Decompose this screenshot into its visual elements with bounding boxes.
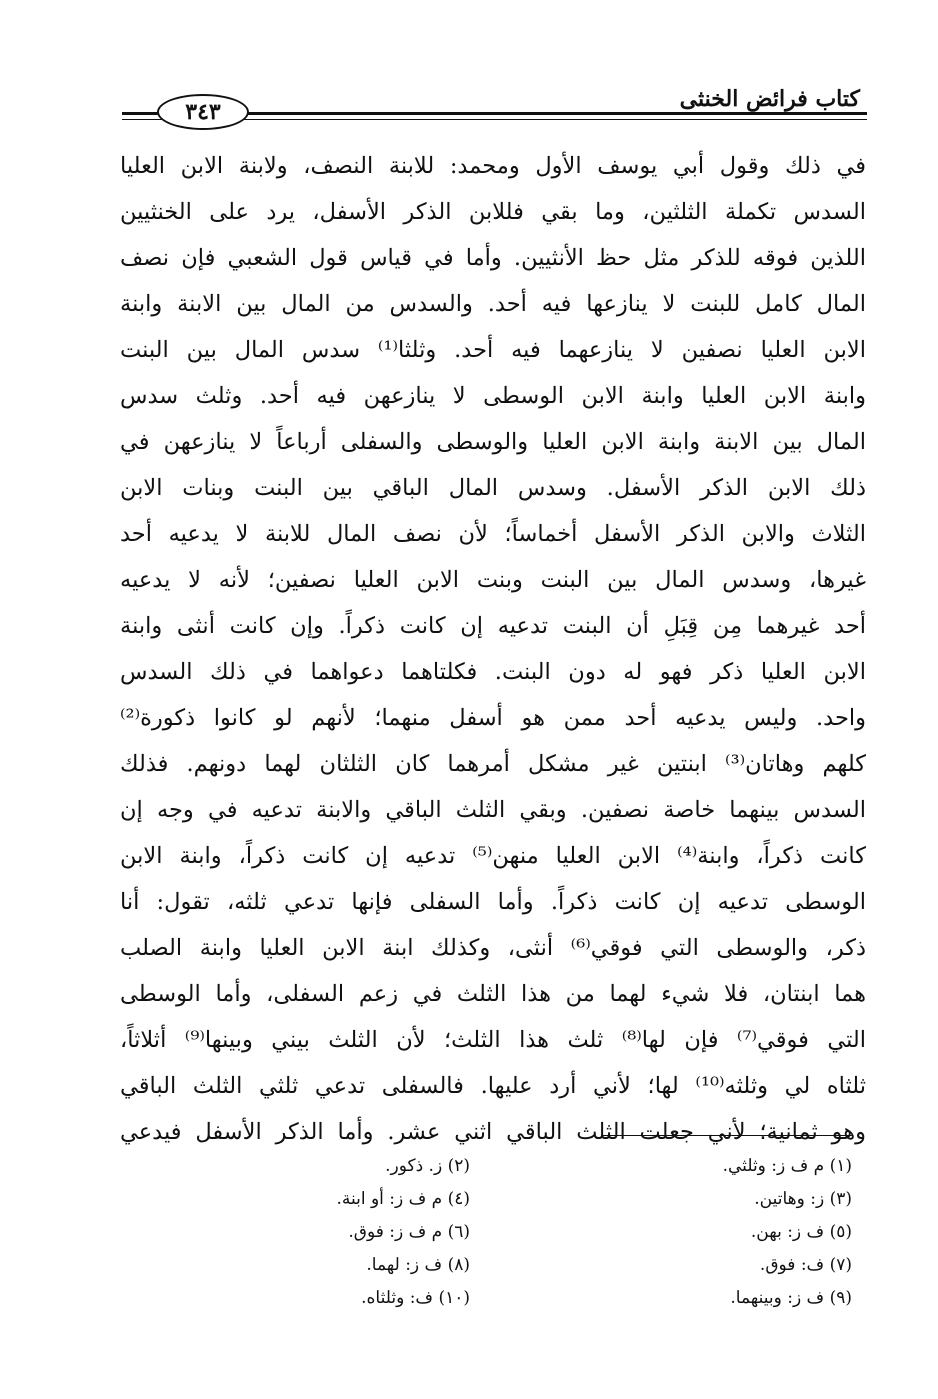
text-line: غيرها، وسدس المال بين البنت وبنت الابن العليا نصفين؛ لأنه لا يدعيه [120, 567, 866, 593]
footnote-item: (٤) م ف ز: أو ابنة. [336, 1189, 470, 1209]
text-line: واحد. وليس يدعيه أحد ممن هو أسفل منهما؛ لأنهم لو كانوا ذكورة⁽²⁾ [120, 705, 866, 731]
text-line: وهو ثمانية؛ لأني جعلت الثلث الباقي اثني عشر. وأما الذكر الأسفل فيدعي [120, 1119, 866, 1145]
footnotes-right-column [723, 1150, 852, 1315]
text-line: الثلاث والابن الذكر الأسفل أخماساً؛ لأن نصف المال للابنة لا يدعيه أحد [120, 521, 866, 547]
text-line: المال كامل للبنت لا ينازعها فيه أحد. والسدس من المال بين الابنة وابنة [120, 291, 866, 317]
footnote-item: (٥) ف ز: بهن. [750, 1222, 852, 1242]
text-line: ثلثاه لي وثلثه⁽¹⁰⁾ لها؛ لأني أرد عليها. فالسفلى تدعي ثلثي الثلث الباقي [120, 1073, 866, 1099]
text-line: المال بين الابنة وابنة الابن العليا والوسطى والسفلى أرباعاً لا ينازعهن في [120, 429, 866, 455]
footnote-item: (٦) م ف ز: فوق. [348, 1222, 470, 1242]
text-line: السدس تكملة الثلثين، وما بقي فللابن الذكر الأسفل، يرد على الخنثيين [120, 199, 866, 225]
footnote-item: (١٠) ف: وثلثاه. [361, 1288, 470, 1308]
running-header-title: كتاب فرائض الخنثى [679, 86, 860, 112]
footnote-separator [603, 1135, 853, 1136]
main-text [120, 143, 866, 1155]
text-line: أحد غيرهما مِن قِبَلِ أن البنت تدعيه إن كانت ذكراً. وإن كانت أنثى وابنة [120, 613, 866, 639]
footnote-item: (٣) ز: وهاتين. [754, 1189, 852, 1209]
footnote-item: (١) م ف ز: وثلثي. [722, 1156, 852, 1176]
text-line: ذلك الابن الذكر الأسفل. وسدس المال الباقي بين البنت وبنات الابن [120, 475, 866, 501]
footnote-item: (٨) ف ز: لهما. [366, 1255, 470, 1275]
text-line: في ذلك وقول أبي يوسف الأول ومحمد: للابنة النصف، ولابنة الابن العليا [120, 153, 866, 179]
text-line: الوسطى تدعيه إن كانت ذكراً. وأما السفلى فإنها تدعي ثلثه، تقول: أنا [120, 889, 866, 915]
text-line: السدس بينهما خاصة نصفين. وبقي الثلث الباقي والابنة تدعيه في وجه إن [120, 797, 866, 823]
text-line: التي فوقي⁽⁷⁾ فإن لها⁽⁸⁾ ثلث هذا الثلث؛ لأن الثلث بيني وبينها⁽⁹⁾ أثلاثاً، [120, 1027, 866, 1053]
footnotes-left-column [336, 1150, 470, 1315]
text-line: اللذين فوقه للذكر مثل حظ الأنثيين. وأما في قياس قول الشعبي فإن نصف [120, 245, 866, 271]
footnote-item: (٢) ز. ذكور. [385, 1156, 470, 1176]
footnote-item: (٩) ف ز: وبينهما. [730, 1288, 852, 1308]
footnote-item: (٧) ف: فوق. [759, 1255, 852, 1275]
text-line: ذكر، والوسطى التي فوقي⁽⁶⁾ أنثى، وكذلك ابنة الابن العليا وابنة الصلب [120, 935, 866, 961]
text-line: وابنة الابن العليا وابنة الابن الوسطى لا ينازعهن فيه أحد. وثلث سدس [120, 383, 866, 409]
text-line: الابن العليا ذكر فهو له دون البنت. فكلتاهما دعواهما في ذلك السدس [120, 659, 866, 685]
text-line: هما ابنتان، فلا شيء لهما من هذا الثلث في زعم السفلى، وأما الوسطى [120, 981, 866, 1007]
text-line: كلهم وهاتان⁽³⁾ ابنتين غير مشكل أمرهما كان الثلثان لهما دونهم. فذلك [120, 751, 866, 777]
text-line: الابن العليا نصفين لا ينازعهما فيه أحد. وثلثا⁽¹⁾ سدس المال بين البنت [120, 337, 866, 363]
text-line: كانت ذكراً، وابنة⁽⁴⁾ الابن العليا منهن⁽⁵⁾ تدعيه إن كانت ذكراً، وابنة الابن [120, 843, 866, 869]
page-number: ٣٤٣ [157, 94, 249, 130]
